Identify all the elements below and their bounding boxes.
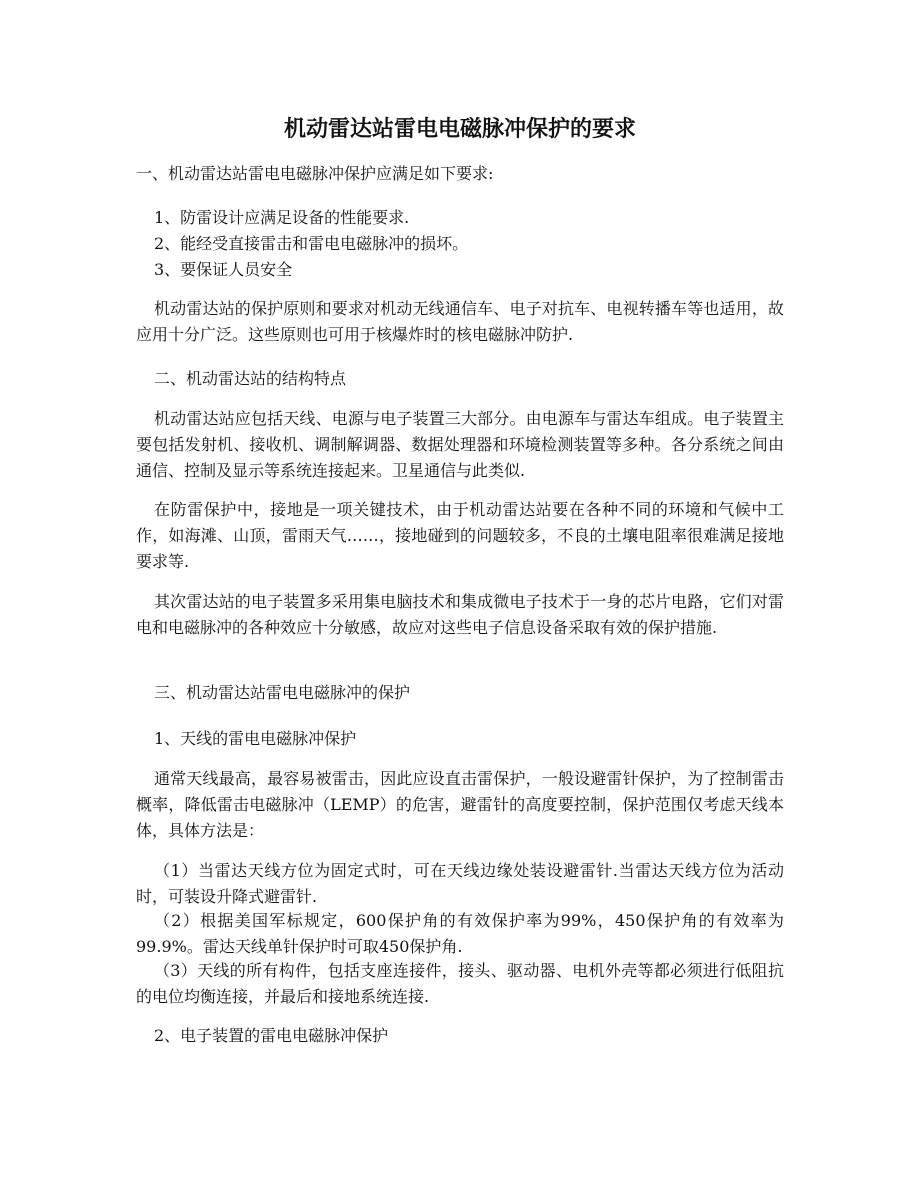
paragraph-grounding: 在防雷保护中，接地是一项关键技术，由于机动雷达站要在各种不同的环境和气候中工作，如海滩、山顶，雷雨天气……，接地碰到的问题较多，不良的土壤电阻率很难满足接地要求等. (136, 500, 784, 571)
measure-1: （1）当雷达天线方位为固定式时，可在天线边缘处装设避雷针.当雷达天线方位为活动时，可装设升降式避雷针. (136, 861, 784, 906)
paragraph-antenna: 通常天线最高，最容易被雷击，因此应设直击雷保护，一般设避雷针保护，为了控制雷击概率，降低雷击电磁脉冲（LEMP）的危害，避雷针的高度要控制，保护范围仅考虑天线本体，具体方法是： (136, 769, 784, 840)
section-1-heading: 一、机动雷达站雷电电磁脉冲保护应满足如下要求: (136, 164, 494, 183)
section-3-heading: 三、机动雷达站雷电电磁脉冲的保护 (154, 683, 411, 702)
paragraph-electronics: 其次雷达站的电子装置多采用集电脑技术和集成微电子技术于一身的芯片电路，它们对雷电和电磁脉冲的各种效应十分敏感，故应对这些电子信息设备采取有效的保护措施. (136, 592, 784, 637)
requirement-1: 1、防雷设计应满足设备的性能要求. (154, 208, 410, 227)
page-title: 机动雷达站雷电电磁脉冲保护的要求 (283, 116, 636, 142)
subsection-1-heading: 1、天线的雷电电磁脉冲保护 (154, 729, 357, 748)
requirement-2: 2、能经受直接雷击和雷电电磁脉冲的损坏。 (154, 234, 469, 253)
measure-2: （2）根据美国军标规定，600保护角的有效保护率为99%，450保护角的有效率为99.9%。雷达天线单针保护时可取450保护角. (136, 911, 784, 956)
subsection-2-heading: 2、电子装置的雷电电磁脉冲保护 (154, 1026, 389, 1045)
measure-3: （3）天线的所有构件，包括支座连接件，接头、驱动器、电机外壳等都必须进行低阻抗的电位均衡连接，并最后和接地系统连接. (136, 961, 784, 1006)
paragraph-principle: 机动雷达站的保护原则和要求对机动无线通信车、电子对抗车、电视转播车等也适用，故应用十分广泛。这些原则也可用于核爆炸时的核电磁脉冲防护. (136, 299, 784, 344)
requirement-3: 3、要保证人员安全 (154, 260, 293, 279)
section-2-heading: 二、机动雷达站的结构特点 (154, 369, 347, 388)
paragraph-structure: 机动雷达站应包括天线、电源与电子装置三大部分。由电源车与雷达车组成。电子装置主要包括发射机、接收机、调制解调器、数据处理器和环境检测装置等多种。各分系统之间由通信、控制及显示等系统连接起来。卫星通信与此类似. (136, 409, 784, 480)
